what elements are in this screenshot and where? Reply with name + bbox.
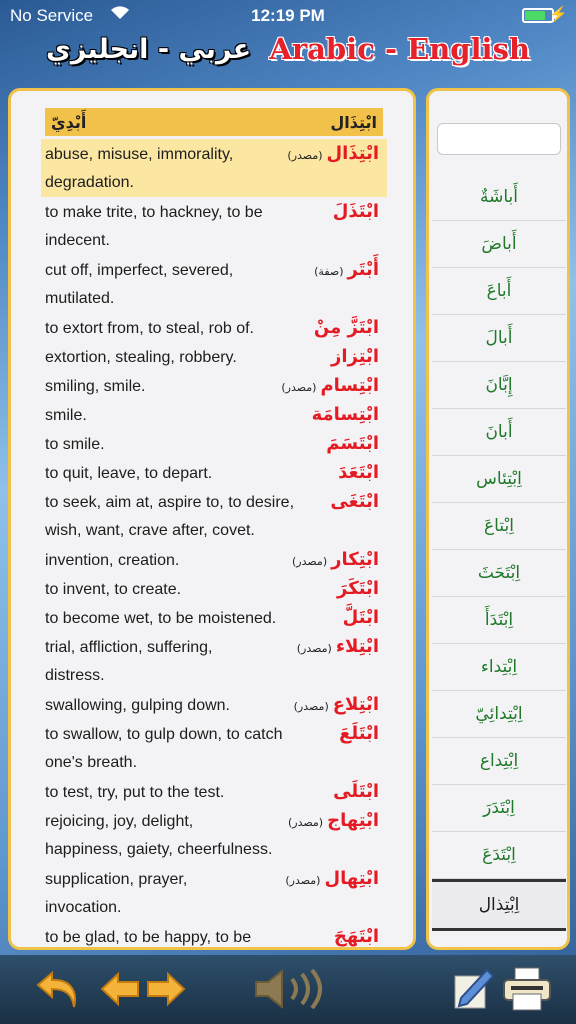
entry-arabic — [314, 313, 379, 342]
entry-pos-tag: (صفة) — [314, 265, 344, 278]
word-list-item[interactable]: اِبْتِذال — [432, 879, 566, 931]
right-arrow-icon — [146, 972, 186, 1006]
entry-row[interactable] — [41, 487, 387, 545]
entry-arabic — [294, 690, 379, 721]
entry-english: to make trite, to hackney, to be — [45, 204, 263, 221]
word-list-item[interactable]: اِبْتاعَ — [432, 503, 566, 550]
word-list-item[interactable]: أَبالَ — [432, 315, 566, 362]
entry-row[interactable] — [41, 197, 387, 255]
entry-arabic-word: ابْتِذَال — [326, 143, 379, 164]
entry-english-cont: one's breath. — [45, 754, 138, 771]
speaker-icon — [250, 967, 336, 1011]
entry-arabic-word: ابْتَزَّ مِنْ — [313, 317, 379, 338]
pronounce-button[interactable] — [248, 965, 338, 1013]
entry-row[interactable] — [41, 313, 387, 342]
word-list-item[interactable]: اِبْتَدَأَ — [432, 597, 566, 644]
entry-row[interactable] — [41, 139, 387, 197]
next-button[interactable] — [145, 965, 187, 1013]
entry-arabic — [297, 632, 379, 663]
entry-arabic-word: ابْتِهاج — [327, 810, 379, 831]
entry-arabic-word: ابْتِلاء — [335, 636, 379, 657]
entry-row[interactable] — [41, 719, 387, 777]
entry-arabic-word: ابْتَهَجَ — [333, 926, 379, 947]
search-input[interactable] — [437, 123, 561, 155]
entry-arabic-word: ابْتِسامَة — [311, 404, 379, 425]
entry-english: smile. — [45, 407, 87, 424]
entry-english: to smile. — [45, 436, 105, 453]
entry-row[interactable] — [41, 603, 387, 632]
entry-row[interactable] — [41, 371, 387, 400]
entry-english-cont: degradation. — [45, 174, 134, 191]
title-arabic: عربي - انجليزي — [46, 34, 252, 65]
word-list[interactable] — [432, 174, 566, 931]
word-list-item[interactable]: اِبْتَدَرَ — [432, 785, 566, 832]
entry-pos-tag: (مصدر) — [281, 381, 317, 394]
bottom-toolbar — [0, 955, 576, 1024]
entry-pos-tag: (مصدر) — [292, 555, 328, 568]
entry-english: cut off, imperfect, severed, — [45, 262, 234, 279]
entry-arabic-word: ابْتِلاع — [332, 694, 379, 715]
entry-row[interactable] — [41, 922, 387, 950]
word-list-item[interactable]: اِبْتِدائِيّ — [432, 691, 566, 738]
entry-list[interactable] — [41, 139, 387, 950]
left-arrow-icon — [100, 972, 140, 1006]
header-current-word: ابْتِذَال — [330, 112, 377, 132]
entry-english: rejoicing, joy, delight, — [45, 813, 194, 830]
entry-arabic-word: ابْتَذَلَ — [332, 201, 379, 222]
entry-arabic — [333, 777, 379, 806]
entry-row[interactable] — [41, 458, 387, 487]
entry-english: abuse, misuse, immorality, — [45, 146, 234, 163]
word-list-item[interactable]: أَباشَةٌ — [432, 174, 566, 221]
entry-english-cont: distress. — [45, 667, 105, 684]
entry-row[interactable] — [41, 400, 387, 429]
back-button[interactable] — [30, 965, 84, 1013]
entry-row[interactable] — [41, 545, 387, 574]
entry-arabic — [312, 400, 379, 429]
entry-english: to extort from, to steal, rob of. — [45, 320, 254, 337]
pencil-icon — [449, 966, 495, 1012]
entry-pos-tag: (مصدر) — [287, 149, 323, 162]
entry-row[interactable] — [41, 632, 387, 690]
entry-row[interactable] — [41, 429, 387, 458]
word-list-item[interactable]: اِبْتَدَعَ — [432, 832, 566, 879]
entry-pos-tag: (مصدر) — [285, 874, 321, 887]
entry-row[interactable] — [41, 342, 387, 371]
entry-arabic — [292, 545, 379, 576]
entry-english: to be glad, to be happy, to be — [45, 929, 252, 946]
entry-arabic-word: ابْتَلَعَ — [339, 723, 379, 744]
entry-pos-tag: (مصدر) — [293, 700, 329, 713]
entry-arabic — [331, 342, 379, 371]
entry-english: extortion, stealing, robbery. — [45, 349, 237, 366]
word-list-panel[interactable] — [426, 88, 570, 950]
entry-english: swallowing, gulping down. — [45, 697, 230, 714]
undo-arrow-icon — [32, 967, 82, 1011]
entry-english-cont: mutilated. — [45, 290, 115, 307]
app-header — [0, 30, 576, 86]
entry-row[interactable] — [41, 255, 387, 313]
previous-button[interactable] — [100, 965, 140, 1013]
status-time: 12:19 PM — [251, 6, 325, 25]
word-list-item[interactable]: اِبْتِئاس — [432, 456, 566, 503]
entry-arabic-word: ابْتِزاز — [330, 346, 379, 367]
word-list-item[interactable]: أَبانَ — [432, 409, 566, 456]
entry-arabic-word: ابْتِهال — [324, 868, 379, 889]
entry-row[interactable] — [41, 690, 387, 719]
word-list-item[interactable]: اِبْتَحَثَ — [432, 550, 566, 597]
charging-icon: ⚡ — [549, 6, 568, 23]
entry-arabic — [337, 574, 379, 603]
entry-arabic — [333, 197, 379, 226]
entry-arabic — [334, 922, 379, 950]
printer-icon — [501, 966, 553, 1012]
entry-arabic-word: ابْتَلَى — [333, 781, 379, 802]
translation-panel[interactable] — [8, 88, 416, 950]
entry-english: smiling, smile. — [45, 378, 146, 395]
entry-english: to seek, aim at, aspire to, to desire, — [45, 494, 295, 511]
word-list-item[interactable]: اِبْتِداء — [432, 644, 566, 691]
word-list-item[interactable]: إِبَّانَ — [432, 362, 566, 409]
entry-arabic-word: أَبْتَر — [347, 259, 379, 280]
entry-row[interactable] — [41, 806, 387, 864]
entry-english: to quit, leave, to depart. — [45, 465, 213, 482]
entry-arabic — [287, 139, 379, 170]
word-list-item[interactable]: اِبْتِداع — [432, 738, 566, 785]
entry-arabic-word: ابْتَسَمَ — [326, 433, 379, 454]
entry-arabic — [339, 719, 379, 748]
entry-row[interactable] — [41, 574, 387, 603]
entry-arabic-word: ابْتِكار — [331, 549, 379, 570]
entry-arabic — [285, 864, 379, 895]
entry-english: to become wet, to be moistened. — [45, 610, 277, 627]
entry-arabic — [338, 458, 379, 487]
entry-arabic — [288, 806, 379, 837]
entry-arabic-word: ابْتِسام — [320, 375, 379, 396]
status-bar — [0, 0, 576, 32]
edit-button[interactable] — [448, 965, 496, 1013]
entry-english: to invent, to create. — [45, 581, 182, 598]
entry-header — [45, 108, 383, 136]
carrier-text: No Service — [10, 6, 94, 25]
title-english: Arabic - English — [269, 32, 530, 66]
entry-arabic-word: ابْتَكَرَ — [337, 578, 379, 599]
entry-row[interactable] — [41, 864, 387, 922]
word-list-item[interactable]: أَباضَ — [432, 221, 566, 268]
entry-english: to swallow, to gulp down, to catch — [45, 726, 283, 743]
entry-english: invention, creation. — [45, 552, 180, 569]
entry-pos-tag: (مصدر) — [296, 642, 332, 655]
entry-pos-tag: (مصدر) — [288, 816, 324, 829]
word-list-item[interactable]: أَباعَ — [432, 268, 566, 315]
entry-english: to test, try, put to the test. — [45, 784, 225, 801]
entry-arabic-word: ابْتَعَدَ — [338, 462, 379, 483]
entry-english: supplication, prayer, — [45, 871, 188, 888]
entry-arabic — [343, 603, 379, 632]
entry-arabic — [314, 255, 379, 286]
entry-english-cont: invocation. — [45, 899, 122, 916]
entry-arabic-word: ابْتَلَّ — [342, 607, 379, 628]
print-button[interactable] — [500, 965, 554, 1013]
header-next-word: أَبْدِيّ — [51, 112, 87, 132]
entry-arabic — [326, 429, 379, 458]
entry-row[interactable] — [41, 777, 387, 806]
entry-arabic — [281, 371, 379, 402]
entry-arabic-word: ابْتَغَى — [330, 491, 379, 512]
entry-english: trial, affliction, suffering, — [45, 639, 213, 656]
entry-arabic — [330, 487, 379, 516]
entry-english-cont: indecent. — [45, 232, 110, 249]
entry-english-cont: happiness, gaiety, cheerfulness. — [45, 841, 273, 858]
entry-english-cont: wish, want, crave after, covet. — [45, 522, 255, 539]
